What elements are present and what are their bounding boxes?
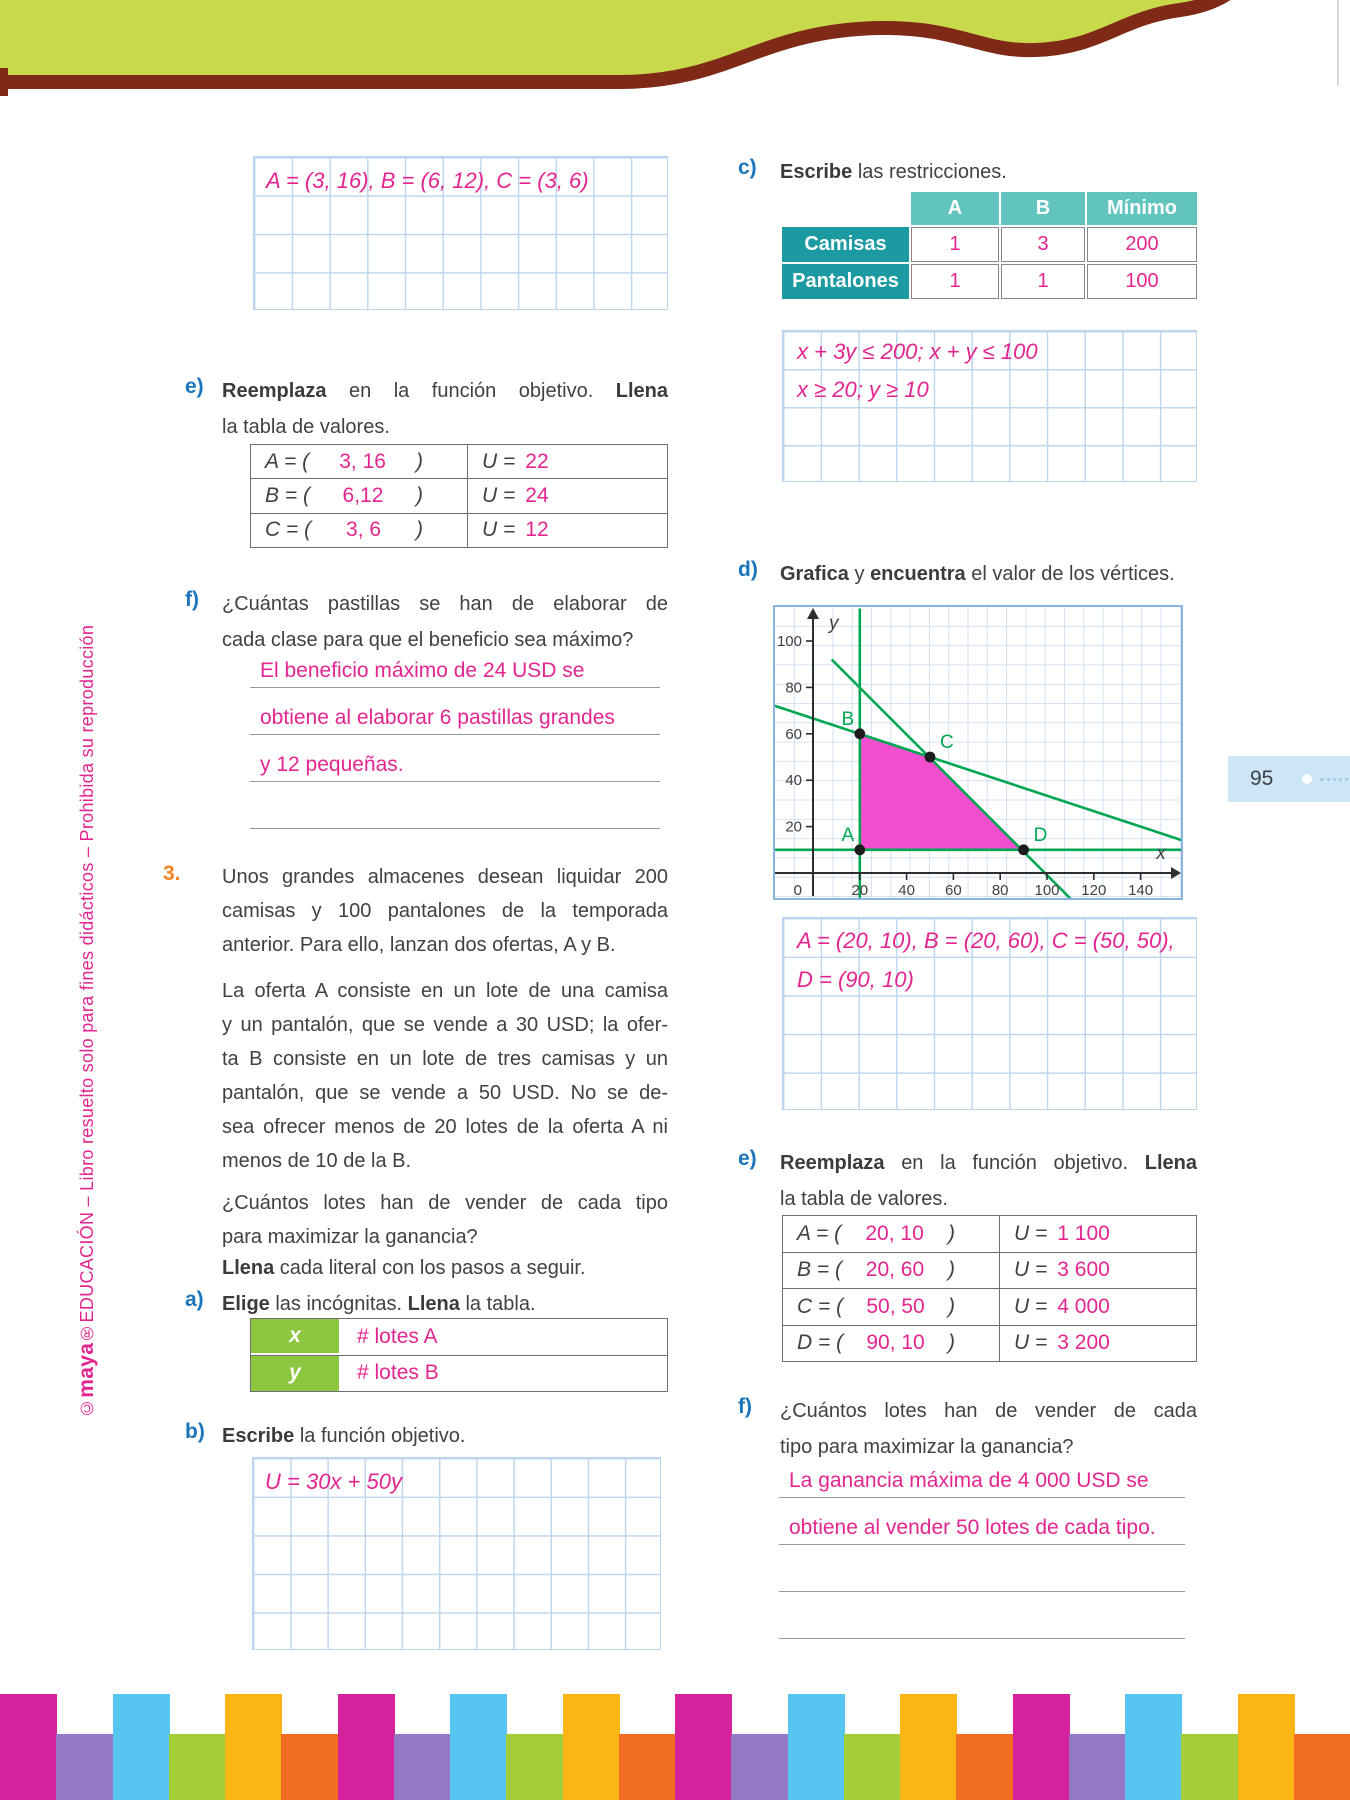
column-header: B bbox=[1001, 192, 1085, 225]
text-line: la tabla de valores. bbox=[780, 1188, 948, 1210]
text-span: en la función objetivo. bbox=[884, 1152, 1145, 1174]
footer-bar bbox=[113, 1694, 170, 1800]
bold-word: Llena bbox=[407, 1293, 460, 1315]
table-row bbox=[251, 513, 667, 547]
cell-value: 4 000 bbox=[1057, 1294, 1110, 1318]
footer-bar bbox=[731, 1734, 788, 1800]
table-cell: 1 bbox=[911, 227, 999, 262]
linear-programming-graph bbox=[773, 605, 1183, 900]
cell-prefix: U = bbox=[1014, 1331, 1048, 1355]
text-line: ¿Cuántas pastillas se han de elaborar de bbox=[222, 593, 668, 615]
graph-svg bbox=[775, 607, 1181, 898]
footer-bar bbox=[956, 1734, 1013, 1800]
item-label-a: a) bbox=[185, 1288, 204, 1311]
restrictions-grid bbox=[782, 330, 1197, 482]
table-cell: 1 bbox=[1001, 264, 1085, 299]
cell-prefix: B = ( bbox=[797, 1258, 842, 1282]
cell-value: 20, 10 bbox=[865, 1221, 924, 1245]
cell-prefix: C = ( bbox=[797, 1294, 844, 1318]
cell-paren: ) bbox=[948, 1221, 955, 1245]
y-tick-label: 80 bbox=[785, 679, 802, 697]
cell-prefix: U = bbox=[1014, 1258, 1048, 1282]
cell-prefix: D = ( bbox=[797, 1331, 844, 1355]
footer-bar bbox=[1013, 1694, 1070, 1800]
llena-instruction bbox=[222, 1250, 668, 1286]
header-wave-decoration bbox=[0, 0, 1350, 110]
footer-bar bbox=[56, 1734, 113, 1800]
bold-word: encuentra bbox=[870, 563, 966, 585]
item-label-d: d) bbox=[738, 558, 758, 581]
vertex-label: B bbox=[841, 708, 855, 730]
bold-word: Escribe bbox=[780, 161, 853, 183]
worked-grid-vertices-left bbox=[253, 156, 668, 310]
row-header: Camisas bbox=[782, 227, 909, 262]
footer-bar bbox=[675, 1694, 732, 1800]
copyright-text: ®EDUCACIÓN – Libro resuelto solo para fines didácticos – Prohibida su reproducción bbox=[77, 624, 97, 1343]
origin-label: 0 bbox=[793, 882, 802, 898]
x-tick-label: 140 bbox=[1128, 882, 1154, 898]
problem-paragraph-2 bbox=[222, 974, 668, 1178]
restrictions-table bbox=[782, 192, 1197, 299]
problem-paragraph-1 bbox=[222, 860, 668, 962]
footer-bar bbox=[225, 1694, 282, 1800]
y-tick-label: 40 bbox=[785, 772, 802, 790]
table-row bbox=[251, 478, 667, 512]
answer-lines-left bbox=[250, 641, 660, 829]
cell-paren: ) bbox=[948, 1294, 955, 1318]
item-label-b: b) bbox=[185, 1420, 205, 1443]
footer-bar bbox=[450, 1694, 507, 1800]
cell-value: 12 bbox=[525, 518, 549, 542]
variable-cell: x bbox=[251, 1319, 341, 1355]
cell-value: 24 bbox=[525, 483, 549, 507]
bold-word: Reemplaza bbox=[222, 380, 327, 402]
footer-bar bbox=[169, 1734, 226, 1800]
page-tab-dotted-leader bbox=[1320, 778, 1350, 781]
text-line: camisas y 100 pantalones de la temporada bbox=[222, 900, 668, 922]
text-line: ta B consiste en un lote de tres camisas y un bbox=[222, 1048, 668, 1070]
item-c-text bbox=[780, 154, 1197, 190]
bold-word: Llena bbox=[222, 1257, 275, 1279]
values-table-left bbox=[250, 444, 668, 548]
row-header: Pantalones bbox=[782, 264, 909, 299]
cell-prefix: U = bbox=[482, 483, 516, 507]
cell-paren: ) bbox=[948, 1258, 955, 1282]
cell-paren: ) bbox=[416, 518, 423, 542]
unknowns-table bbox=[250, 1318, 668, 1392]
vertices-grid bbox=[782, 917, 1197, 1110]
problem-number: 3. bbox=[163, 862, 181, 885]
text-line: La oferta A consiste en un lote de una camisa bbox=[222, 980, 668, 1002]
text-span: la función objetivo. bbox=[294, 1425, 466, 1447]
text-line: y un pantalón, que se vende a 30 USD; la ofer- bbox=[222, 1014, 668, 1036]
text-span: las restricciones. bbox=[852, 161, 1007, 183]
x-tick-label: 80 bbox=[991, 882, 1009, 898]
cell-paren: ) bbox=[948, 1331, 955, 1355]
cell-value: 3, 6 bbox=[346, 518, 382, 542]
text-line bbox=[222, 373, 668, 409]
item-e-right-text bbox=[780, 1145, 1197, 1217]
answer-line: obtiene al elaborar 6 pastillas grandes bbox=[250, 688, 660, 735]
vertex-label: A bbox=[841, 824, 855, 846]
item-label-f-left: f) bbox=[185, 588, 199, 611]
bold-word: Llena bbox=[1144, 1152, 1197, 1174]
footer-bar bbox=[1294, 1734, 1350, 1800]
x-tick-label: 100 bbox=[1034, 882, 1060, 898]
y-tick-label: 20 bbox=[785, 818, 802, 836]
footer-bar bbox=[506, 1734, 563, 1800]
text-line: la tabla de valores. bbox=[222, 416, 390, 438]
vertices-answer-text: A = (3, 16), B = (6, 12), C = (3, 6) bbox=[266, 168, 589, 193]
answer-line bbox=[779, 1592, 1185, 1639]
column-header: A bbox=[911, 192, 999, 225]
x-tick-label: 120 bbox=[1081, 882, 1107, 898]
y-tick-label: 60 bbox=[785, 725, 802, 743]
description-cell: # lotes B bbox=[357, 1361, 439, 1385]
bold-word: Escribe bbox=[222, 1425, 295, 1447]
answer-line: La ganancia máxima de 4 000 USD se bbox=[779, 1451, 1185, 1498]
footer-bar bbox=[619, 1734, 676, 1800]
page-edge-line bbox=[1337, 0, 1339, 86]
vertex-point bbox=[925, 752, 936, 763]
table-row bbox=[783, 1252, 1196, 1289]
answer-line: obtiene al vender 50 lotes de cada tipo. bbox=[779, 1498, 1185, 1545]
vertex-label: D bbox=[1033, 824, 1048, 846]
answer-line bbox=[779, 1545, 1185, 1592]
text-span: cada literal con los pasos a seguir. bbox=[274, 1257, 586, 1279]
table-cell: 100 bbox=[1087, 264, 1197, 299]
cell-prefix: U = bbox=[1014, 1294, 1048, 1318]
footer-bar bbox=[0, 1694, 57, 1800]
objective-function-text: U = 30x + 50y bbox=[265, 1469, 402, 1494]
cell-prefix: A = ( bbox=[797, 1221, 842, 1245]
table-row bbox=[251, 445, 667, 478]
bold-word: Elige bbox=[222, 1293, 270, 1315]
cell-prefix: U = bbox=[482, 449, 516, 473]
cell-value: 22 bbox=[525, 449, 549, 473]
cell-prefix: U = bbox=[1014, 1221, 1048, 1245]
footer-bar bbox=[563, 1694, 620, 1800]
footer-bar bbox=[394, 1734, 451, 1800]
text-line: cada clase para que el beneficio sea máximo? bbox=[222, 629, 634, 651]
text-span: la tabla. bbox=[459, 1293, 536, 1315]
problem-question bbox=[222, 1186, 668, 1254]
text-line: pantalón, que se vende a 50 USD. No se de- bbox=[222, 1082, 668, 1104]
values-table-right bbox=[782, 1215, 1197, 1362]
y-axis-label: y bbox=[829, 613, 839, 634]
variable-cell: y bbox=[251, 1356, 341, 1392]
item-label-f-right: f) bbox=[738, 1395, 752, 1418]
footer-bar bbox=[900, 1694, 957, 1800]
cell-value: 1 100 bbox=[1057, 1221, 1110, 1245]
x-tick-label: 20 bbox=[851, 882, 869, 898]
text-line: sea ofrecer menos de 20 lotes de la oferta A ni bbox=[222, 1116, 668, 1138]
footer-bar bbox=[1069, 1734, 1126, 1800]
text-line: anterior. Para ello, lanzan dos ofertas, A y B. bbox=[222, 934, 616, 956]
vertices-line: A = (20, 10), B = (20, 60), C = (50, 50), bbox=[797, 928, 1175, 953]
footer-bar bbox=[1181, 1734, 1238, 1800]
footer-bar bbox=[281, 1734, 338, 1800]
cell-prefix: C = ( bbox=[265, 518, 312, 542]
item-label-e-left: e) bbox=[185, 375, 204, 398]
item-b-text bbox=[222, 1418, 668, 1454]
table-row bbox=[783, 1288, 1196, 1325]
table-cell: 1 bbox=[911, 264, 999, 299]
table-row bbox=[251, 1355, 667, 1392]
text-line: menos de 10 de la B. bbox=[222, 1150, 412, 1172]
text-span: las incógnitas. bbox=[269, 1293, 408, 1315]
text-line: tipo para maximizar la ganancia? bbox=[780, 1436, 1074, 1458]
item-d-text bbox=[780, 556, 1197, 592]
cell-prefix: U = bbox=[482, 518, 516, 542]
x-tick-label: 40 bbox=[898, 882, 915, 898]
answer-line bbox=[250, 782, 660, 829]
footer-bar bbox=[1125, 1694, 1182, 1800]
cell-value: 90, 10 bbox=[866, 1331, 925, 1355]
objective-function-grid bbox=[252, 1457, 661, 1650]
vertex-point bbox=[854, 844, 865, 855]
bold-word: Llena bbox=[615, 380, 668, 402]
item-a-text bbox=[222, 1286, 668, 1322]
description-cell: # lotes A bbox=[357, 1324, 438, 1348]
y-axis-arrow-icon bbox=[807, 608, 819, 619]
cell-value: 20, 60 bbox=[865, 1258, 925, 1282]
table-row bbox=[783, 1325, 1196, 1362]
answer-line: y 12 pequeñas. bbox=[250, 735, 660, 782]
page-tab-dot-icon bbox=[1302, 774, 1312, 784]
restrictions-line: x + 3y ≤ 200; x + y ≤ 100 bbox=[797, 339, 1038, 364]
footer-bar bbox=[338, 1694, 395, 1800]
vertex-label: C bbox=[940, 732, 954, 753]
answer-line: El beneficio máximo de 24 USD se bbox=[250, 641, 660, 688]
footer-bar bbox=[1238, 1694, 1295, 1800]
item-e-left-text bbox=[222, 373, 668, 445]
cell-value: 3, 16 bbox=[339, 449, 386, 473]
copyright-sidebar bbox=[72, 438, 104, 1418]
bold-word: Grafica bbox=[780, 563, 849, 585]
brand-name: maya bbox=[75, 1342, 98, 1398]
cell-paren: ) bbox=[416, 449, 423, 473]
item-label-e-right: e) bbox=[738, 1147, 757, 1170]
footer-bar bbox=[844, 1734, 901, 1800]
text-line: ¿Cuántos lotes han de vender de cada bbox=[780, 1400, 1197, 1422]
table-row bbox=[251, 1319, 667, 1355]
text-line: Unos grandes almacenes desean liquidar 200 bbox=[222, 866, 668, 888]
text-span: en la función objetivo. bbox=[326, 380, 616, 402]
item-label-c: c) bbox=[738, 156, 757, 179]
bold-word: Reemplaza bbox=[780, 1152, 885, 1174]
text-span: el valor de los vértices. bbox=[965, 563, 1175, 585]
x-axis-label: x bbox=[1156, 843, 1166, 864]
cell-value: 3 200 bbox=[1057, 1331, 1110, 1355]
column-header: Mínimo bbox=[1087, 192, 1197, 225]
answer-lines-right bbox=[779, 1451, 1185, 1639]
page-number: 95 bbox=[1250, 767, 1274, 790]
cell-value: 50, 50 bbox=[866, 1294, 925, 1318]
text-line: ¿Cuántos lotes han de vender de cada tipo bbox=[222, 1192, 668, 1214]
cell-value: 3 600 bbox=[1057, 1258, 1110, 1282]
table-row bbox=[783, 1216, 1196, 1252]
vertex-point bbox=[1018, 844, 1029, 855]
cell-paren: ) bbox=[416, 483, 423, 507]
y-tick-label: 100 bbox=[776, 633, 802, 650]
cell-prefix: B = ( bbox=[265, 483, 310, 507]
page-number-tab bbox=[1228, 756, 1350, 802]
table-corner-cell bbox=[782, 192, 909, 225]
table-cell: 200 bbox=[1087, 227, 1197, 262]
restrictions-line: x ≥ 20; y ≥ 10 bbox=[797, 377, 929, 402]
text-line: para maximizar la ganancia? bbox=[222, 1226, 478, 1248]
cell-prefix: A = ( bbox=[265, 449, 310, 473]
text-span: y bbox=[848, 563, 871, 585]
copyright-symbol: © bbox=[77, 1397, 97, 1418]
vertex-point bbox=[854, 728, 865, 739]
cell-value: 6,12 bbox=[342, 483, 384, 507]
vertices-line: D = (90, 10) bbox=[797, 966, 914, 992]
footer-bar bbox=[788, 1694, 845, 1800]
table-cell: 3 bbox=[1001, 227, 1085, 262]
x-tick-label: 60 bbox=[945, 882, 962, 898]
